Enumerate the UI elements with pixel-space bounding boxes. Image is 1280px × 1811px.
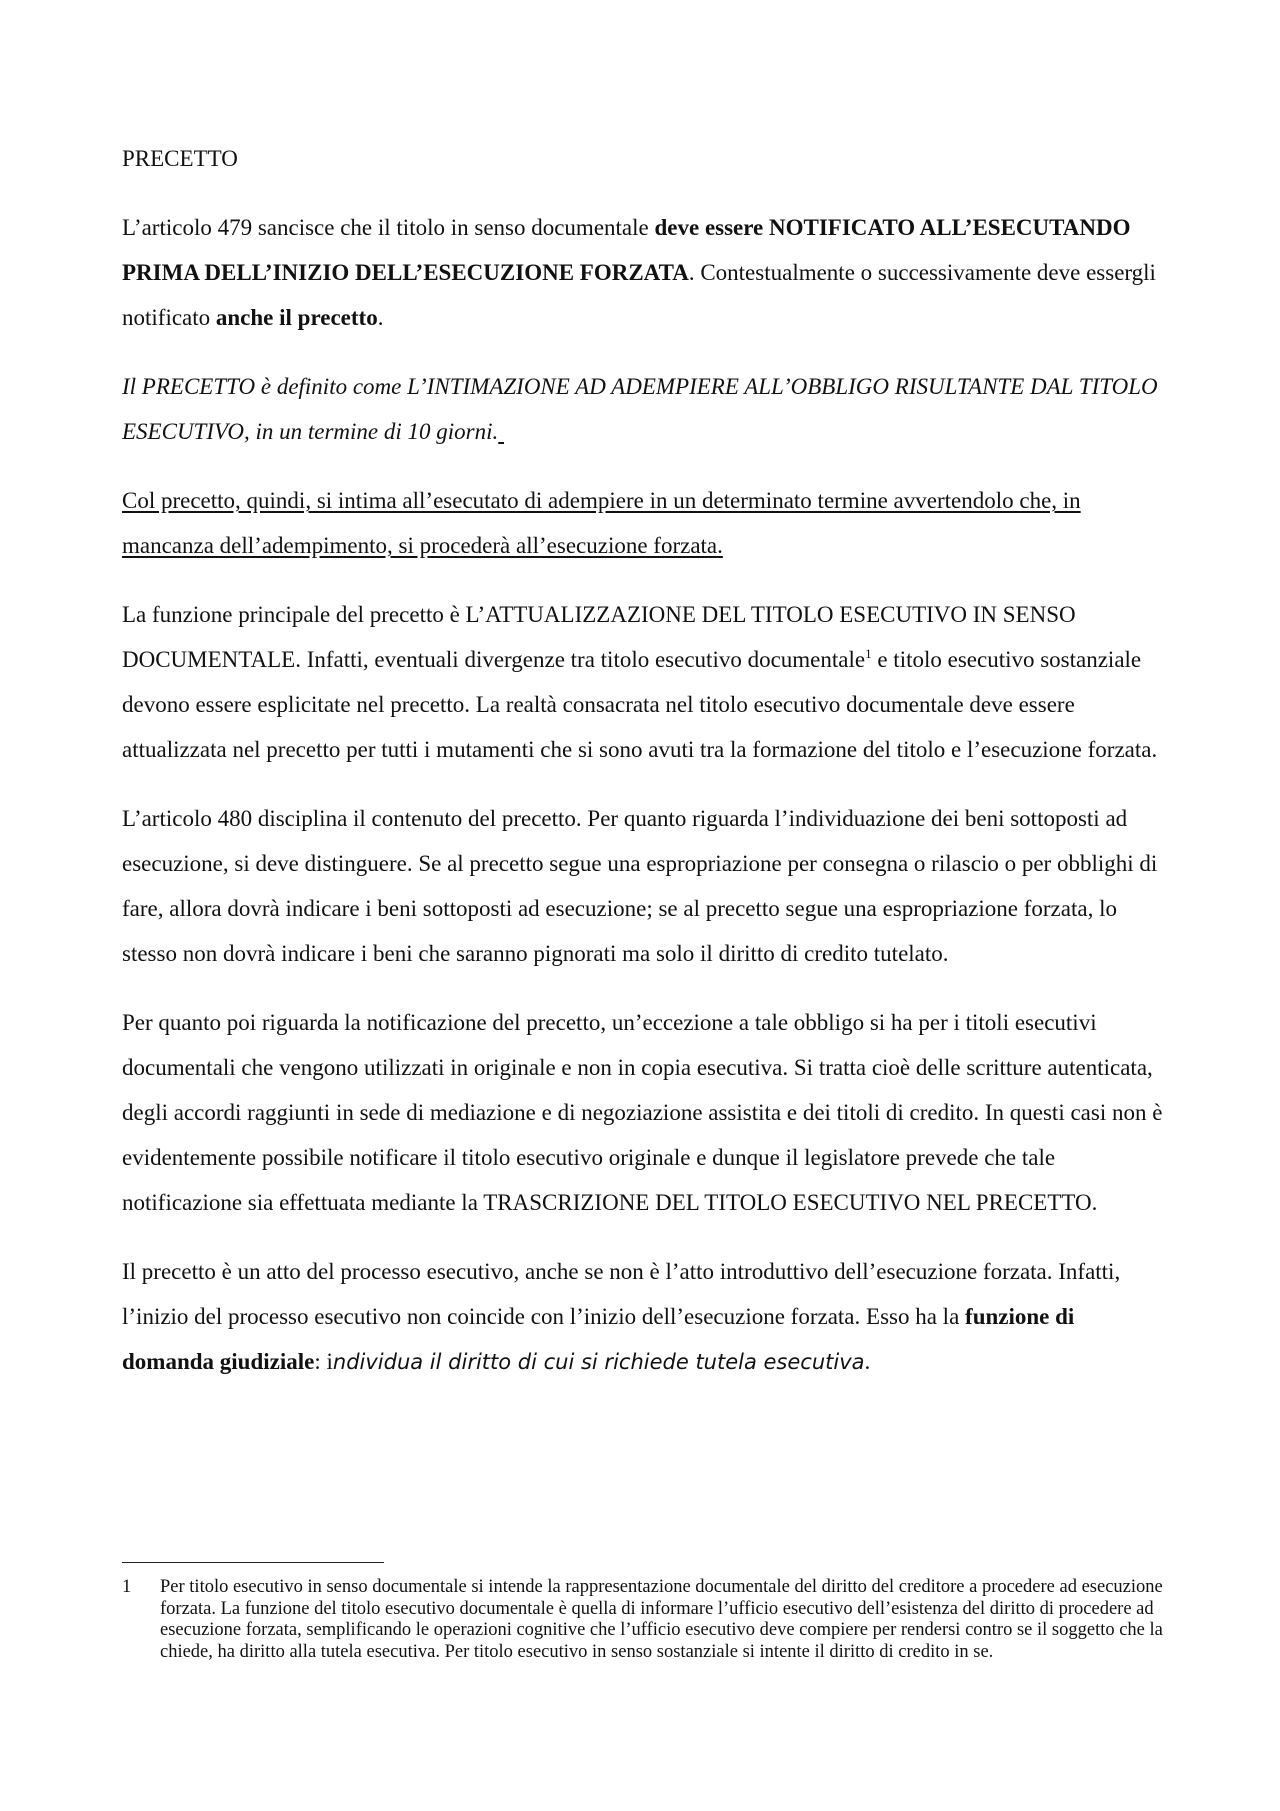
italic-text: Il PRECETTO è definito come L’INTIMAZIONE AD ADEMPIERE ALL’OBBLIGO RISULTANTE DAL TITOLO ESECUTIVO, in un termine di 10 giorni. <box>122 374 1158 444</box>
paragraph-notification <box>122 205 1168 340</box>
footnote-reference[interactable]: 1 <box>865 646 872 661</box>
paragraph-definition <box>122 364 1168 454</box>
bold-text: deve essere NOTIFICATO ALL’ESECUTANDO PRIMA DELL’INIZIO DELL’ESECUZIONE FORZATA <box>122 215 1131 285</box>
text-run: . <box>377 305 384 330</box>
page-title: PRECETTO <box>122 146 238 171</box>
paragraph-notification-exception: Per quanto poi riguarda la notificazione del precetto, un’eccezione a tale obbligo si ha per i titoli esecutivi documentali che vengono utilizzati in originale e non in copia esecutiva. Si tratta cioè delle scritture autenticata, degli accordi raggiunti in sede di mediazione e di negoziazione assistita e dei titoli di credito. In questi casi non è evidentemente possibile notificare il titolo esecutivo originale e dunque il legislatore prevede che tale notificazione sia effettuata mediante la TRASCRIZIONE DEL TITOLO ESECUTIVO NEL PRECETTO. <box>122 1010 1163 1215</box>
paragraph-function <box>122 592 1168 772</box>
text-run: L’articolo 479 sancisce che il titolo in senso documentale <box>122 215 655 240</box>
paragraph-article-480: L’articolo 480 disciplina il contenuto del precetto. Per quanto riguarda l’individuazione dei beni sottoposti ad esecuzione, si deve distinguere. Se al precetto segue una espropriazione per consegna o rilascio o per obblighi di fare, allora dovrà indicare i beni sottoposti ad esecuzione; se al precetto segue una espropriazione forzata, lo stesso non dovrà indicare i beni che saranno pignorati ma solo il diritto di credito tutelato. <box>122 806 1158 966</box>
bold-text: funzione di domanda giudiziale <box>122 1304 1075 1374</box>
text-run: La funzione principale del precetto è L’ATTUALIZZAZIONE DEL TITOLO ESECUTIVO IN SENSO DOCUMENTALE. Infatti, eventuali divergenze tra titolo esecutivo documentale <box>122 602 1076 672</box>
italic-text: ndividua il diritto di cui si richiede tutela esecutiva <box>332 1350 865 1374</box>
bold-text: anche il precetto <box>215 305 378 330</box>
text-run: e titolo esecutivo sostanziale devono essere esplicitate nel precetto. La realtà consacrata nel titolo esecutivo documentale deve essere attualizzata nel precetto per tutti i mutamenti che si sono avuti tra la formazione del titolo e l’esecuzione forzata. <box>122 647 1158 762</box>
footnote-text: Per titolo esecutivo in senso documentale si intende la rappresentazione documentale del diritto del creditore a procedere ad esecuzione forzata. La funzione del titolo esecutivo documentale è quella di informare l’ufficio esecutivo dell’esistenza del diritto di procedere ad esecuzione forzata, semplificando le operazioni cognitive che l’ufficio esecutivo deve compiere per rendersi contro se il soggetto che la chiede, ha diritto alla tutela esecutiva. Per titolo esecutivo in senso sostanziale si intente il diritto di credito in se. <box>160 1577 1163 1662</box>
underlined-space <box>498 419 504 444</box>
footnote-item <box>122 1577 1168 1663</box>
footnote-separator <box>122 1562 384 1563</box>
paragraph-intimation: Col precetto, quindi, si intima all’esecutato di adempiere in un determinato termine avvertendolo che, in mancanza dell’adempimento, si procederà all’esecuzione forzata. <box>122 488 1081 558</box>
document-body <box>122 136 1168 1409</box>
footnotes <box>122 1562 1168 1663</box>
text-run: Il precetto è un atto del processo esecutivo, anche se non è l’atto introduttivo dell’esecuzione forzata. Infatti, l’inizio del processo esecutivo non coincide con l’inizio dell’esecuzione forzata. Esso ha la <box>122 1259 1121 1329</box>
text-run: . <box>864 1349 871 1374</box>
text-run: : i <box>314 1349 333 1374</box>
paragraph-procedural-act <box>122 1249 1168 1385</box>
footnote-number: 1 <box>122 1577 132 1597</box>
text-run: . Contestualmente o successivamente deve essergli notificato <box>122 260 1156 330</box>
